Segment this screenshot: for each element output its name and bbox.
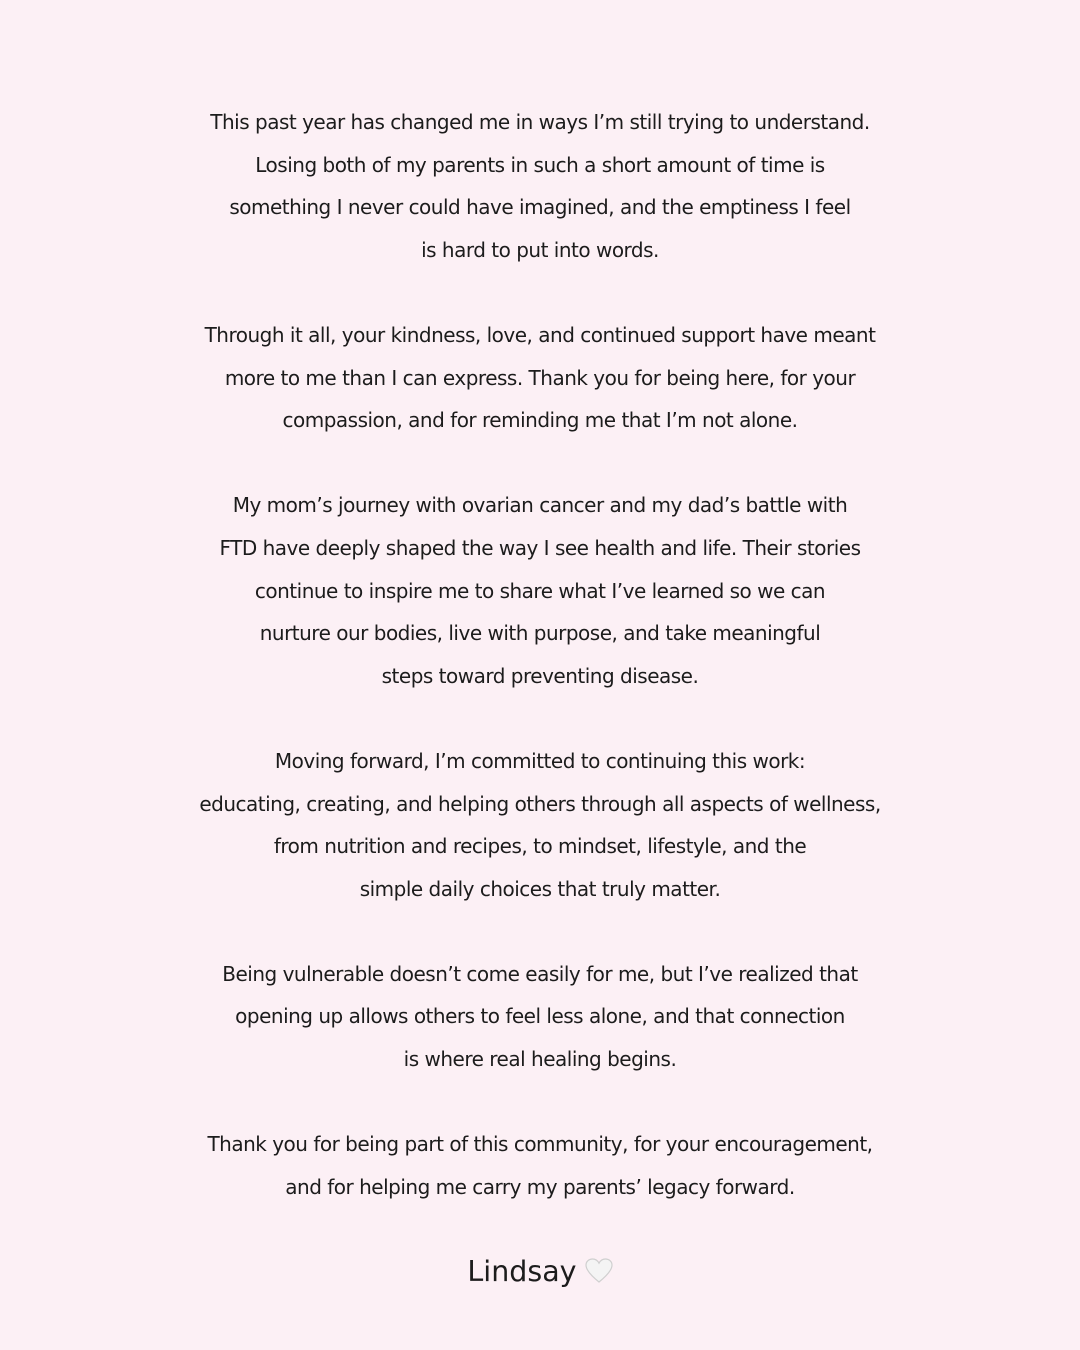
text-line: Thank you for being part of this community, for your encouragement, [207,1132,873,1157]
text-line: Through it all, your kindness, love, and continued support have meant [204,322,876,347]
letter-paragraph-3 [0,484,1080,697]
signature [0,1251,1080,1297]
text-line: educating, creating, and helping others through all aspects of wellness, [199,791,881,816]
text-line: Moving forward, I’m committed to continuing this work: [274,748,806,773]
signature-name: Lindsay [467,1255,577,1289]
text-line: continue to inspire me to share what I’ve learned so we can [254,578,826,603]
text-line: This past year has changed me in ways I’m still trying to understand. [210,110,870,134]
text-line: more to me than I can express. Thank you for being here, for your [224,365,856,390]
text-line: from nutrition and recipes, to mindset, lifestyle, and the [273,834,807,859]
letter-paragraph-2 [0,314,1080,442]
text-line: My mom’s journey with ovarian cancer and my dad’s battle with [232,493,848,518]
letter-paragraph-5 [0,953,1080,1081]
letter-paragraph-4 [0,740,1080,910]
text-line: nurture our bodies, live with purpose, and take meaningful [259,621,821,646]
text-line: is where real healing begins. [403,1047,677,1072]
text-line: opening up allows others to feel less alone, and that connection [235,1004,845,1029]
text-line: Being vulnerable doesn’t come easily for me, but I’ve realized that [222,961,858,986]
text-line: and for helping me carry my parents’ legacy forward. [285,1174,795,1199]
white-heart-icon [585,1254,613,1297]
letter-paragraph-1 [0,101,1080,271]
letter-paragraph-6 [0,1123,1080,1208]
text-line: something I never could have imagined, and the emptiness I feel [229,195,851,220]
text-line: is hard to put into words. [421,237,659,262]
text-line: FTD have deeply shaped the way I see health and life. Their stories [219,535,861,560]
text-line: simple daily choices that truly matter. [359,876,721,901]
text-line: compassion, and for reminding me that I’m not alone. [282,408,798,433]
text-line: steps toward preventing disease. [381,663,699,688]
letter-body [0,101,1080,1208]
text-line: Losing both of my parents in such a short amount of time is [255,152,825,177]
